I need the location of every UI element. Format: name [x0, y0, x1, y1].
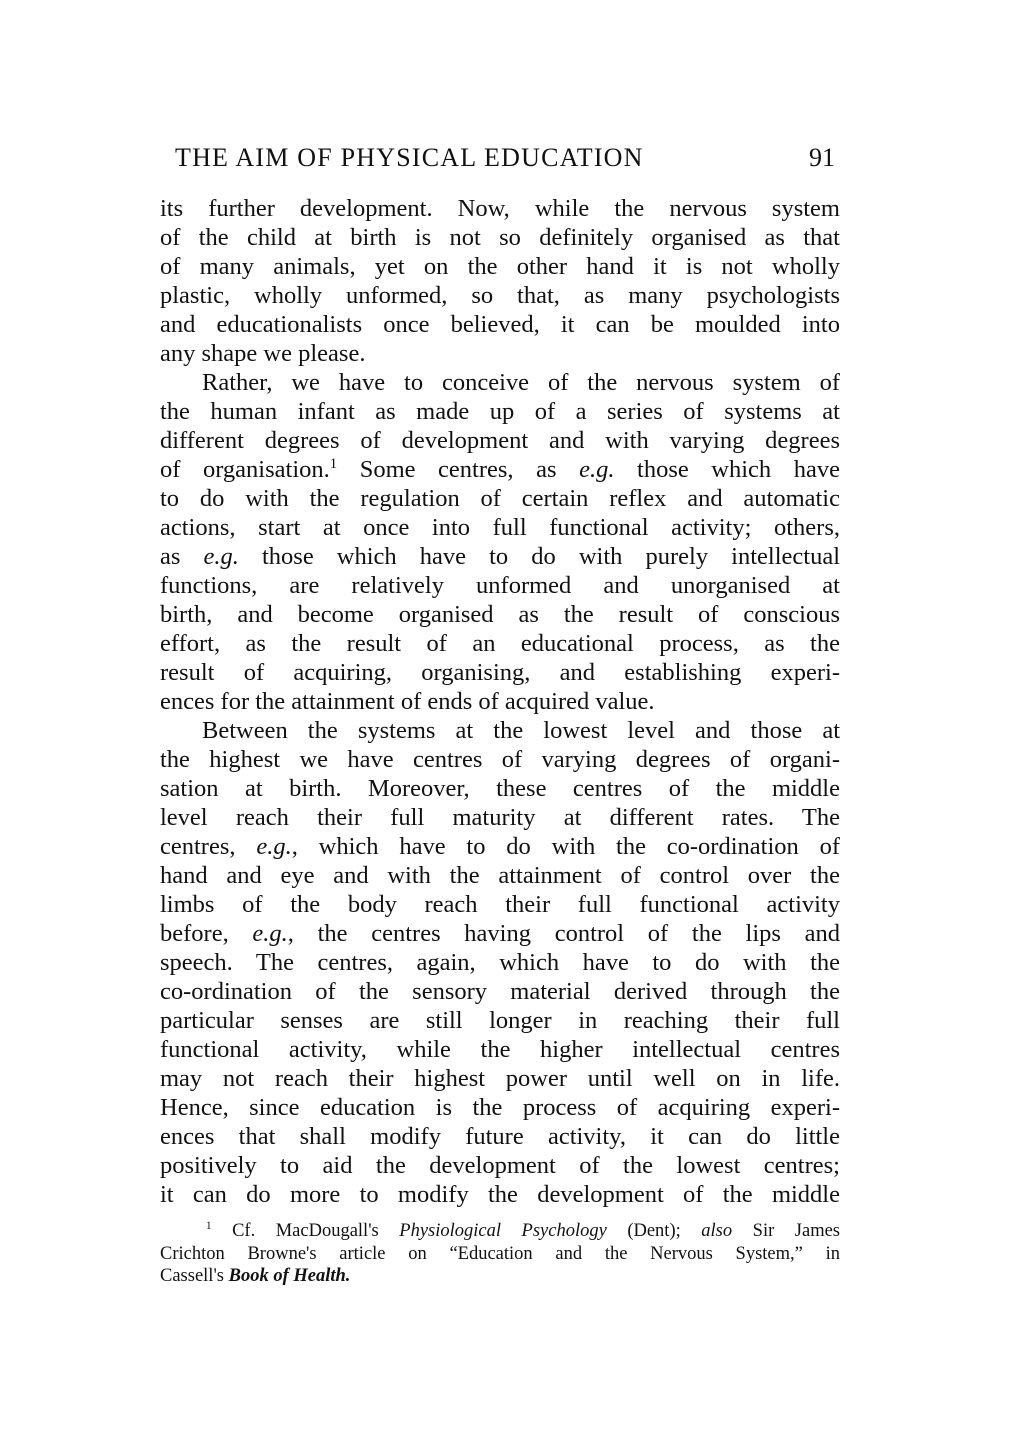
footnote-reference: 1: [329, 455, 338, 472]
text-line: limbs of the body reach their full functional activity: [160, 891, 840, 918]
footnote-book-title: Book of Health.: [228, 1266, 351, 1286]
text-line: different degrees of development and with varying degrees: [160, 427, 840, 454]
text-fragment-italic: e.g.: [252, 920, 288, 947]
text-line: effort, as the result of an educational process, as the: [160, 630, 840, 657]
text-line: it can do more to modify the development of the middle: [160, 1181, 840, 1208]
text-fragment-italic: e.g.: [203, 543, 239, 570]
text-line: Rather, we have to conceive of the nervous system of: [202, 369, 840, 396]
text-line: birth, and become organised as the result of conscious: [160, 601, 840, 628]
text-line: sation at birth. Moreover, these centres of the middle: [160, 775, 840, 802]
text-line: speech. The centres, again, which have to do with the: [160, 949, 840, 976]
text-line: actions, start at once into full functional activity; others,: [160, 514, 840, 541]
text-line: of many animals, yet on the other hand it is not wholly: [160, 253, 840, 280]
text-fragment: Some centres, as: [359, 456, 557, 483]
text-fragment-italic: e.g.: [579, 456, 615, 483]
text-line: functional activity, while the higher intellectual centres: [160, 1036, 840, 1063]
text-fragment: , which have to do with the co-ordination of: [291, 833, 840, 860]
text-line: any shape we please.: [160, 340, 366, 367]
text-line: result of acquiring, organising, and establishing experi-: [160, 659, 840, 686]
footnote-line: [160, 1265, 840, 1288]
text-fragment: as: [160, 543, 181, 570]
footnote-fragment: Cassell's: [160, 1266, 224, 1286]
footnote: [160, 1220, 840, 1288]
text-line: to do with the regulation of certain reflex and automatic: [160, 485, 840, 512]
text-line: particular senses are still longer in reaching their full: [160, 1007, 840, 1034]
running-header: [175, 140, 835, 176]
text-line: plastic, wholly unformed, so that, as many psychologists: [160, 282, 840, 309]
text-line: of the child at birth is not so definitely organised as that: [160, 224, 840, 251]
text-line: its further development. Now, while the nervous system: [160, 195, 840, 222]
text-line: co-ordination of the sensory material derived through the: [160, 978, 840, 1005]
footnote-fragment: (Dent);: [627, 1221, 681, 1241]
page-number: 91: [809, 143, 835, 172]
footnote-line: Crichton Browne's article on “Education and the Nervous System,” in: [160, 1243, 840, 1264]
text-fragment: those which have: [637, 456, 840, 483]
text-line-composite: [160, 832, 840, 861]
text-line: level reach their full maturity at different rates. The: [160, 804, 840, 831]
footnote-fragment-italic: also: [701, 1221, 733, 1241]
text-fragment: those which have to do with purely intellectual: [261, 543, 840, 570]
text-fragment: centres,: [160, 833, 236, 860]
header-title: THE AIM OF PHYSICAL EDUCATION: [175, 143, 644, 172]
text-fragment: before,: [160, 920, 229, 947]
text-line: may not reach their highest power until well on in life.: [160, 1065, 840, 1092]
text-line: and educationalists once believed, it can be moulded into: [160, 311, 840, 338]
footnote-book-title: Physiological Psychology: [399, 1221, 607, 1241]
text-fragment: of organisation.: [160, 456, 330, 483]
text-line-composite: [160, 455, 840, 484]
text-line: the highest we have centres of varying degrees of organi-: [160, 746, 840, 773]
text-line: ences for the attainment of ends of acquired value.: [160, 688, 655, 715]
text-line: functions, are relatively unformed and unorganised at: [160, 572, 840, 599]
footnote-fragment: Cf. MacDougall's: [232, 1221, 379, 1241]
text-line: ences that shall modify future activity, it can do little: [160, 1123, 840, 1150]
text-fragment-italic: e.g.: [256, 833, 292, 860]
text-fragment: , the centres having control of the lips and: [287, 920, 840, 947]
text-line-composite: [160, 919, 840, 948]
text-line: positively to aid the development of the lowest centres;: [160, 1152, 840, 1179]
body-text: [160, 194, 840, 1209]
text-line: Hence, since education is the process of acquiring experi-: [160, 1094, 840, 1121]
text-line: Between the systems at the lowest level and those at: [202, 717, 840, 744]
footnote-marker: 1: [206, 1220, 212, 1232]
text-line-composite: [160, 542, 840, 571]
text-line: the human infant as made up of a series of systems at: [160, 398, 840, 425]
text-line: hand and eye and with the attainment of control over the: [160, 862, 840, 889]
footnote-fragment: Sir James: [752, 1221, 840, 1241]
footnote-line: [160, 1220, 840, 1243]
